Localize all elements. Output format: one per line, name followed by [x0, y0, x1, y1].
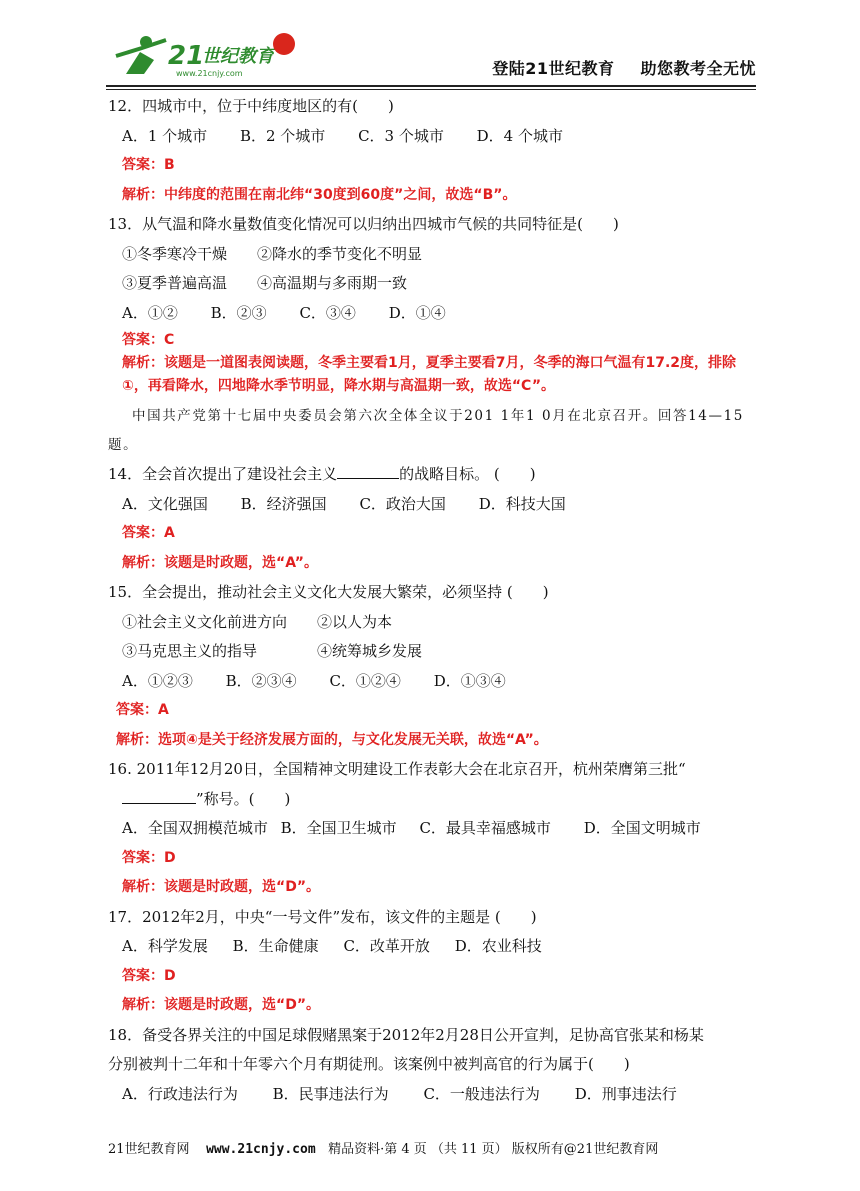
- q18-options: [108, 1080, 758, 1110]
- q13-answer: 答案：C: [122, 332, 175, 348]
- q12-options: [108, 122, 758, 152]
- header-divider: [106, 85, 756, 87]
- q13-option-c: C．③④: [299, 303, 356, 322]
- q13-analysis: 解析：该题是一道图表阅读题，冬季主要看1月，夏季主要看7月，冬季的海口气温有17.2度，排除①，再看降水，四地降水季节明显，降水期与高温期一致，故选“C”。: [122, 355, 737, 394]
- q18-stem: 18．备受各界关注的中国足球假赌黑案于2012年2月28日公开宣判，足协高官张某和杨某: [108, 1025, 704, 1044]
- q16-option-a: A．全国双拥模范城市: [122, 819, 268, 837]
- q14-option-a: A．文化强国: [122, 494, 208, 513]
- q15-item-1: ①社会主义文化前进方向 ②以人为本: [122, 612, 393, 631]
- q12-answer: 答案：B: [122, 157, 175, 173]
- q13-option-b: B．②③: [210, 303, 267, 322]
- q16-stem-2: ”称号。( ): [108, 785, 758, 815]
- q17-options: [108, 932, 758, 962]
- footer-info: 精品资料·第 4 页 （共 11 页） 版权所有@21世纪教育网: [328, 1142, 659, 1157]
- q14-option-d: D．科技大国: [478, 494, 566, 513]
- q12-option-a: A．1 个城市: [122, 126, 208, 145]
- q14-option-b: B．经济强国: [240, 494, 327, 513]
- q17-option-c: C．改革开放: [343, 937, 430, 955]
- q13-item-2: ③夏季普遍高温 ④高温期与多雨期一致: [122, 274, 408, 292]
- svg-text:21: 21: [168, 41, 205, 71]
- q16-blank: [122, 789, 196, 804]
- footer-url[interactable]: www.21cnjy.com: [206, 1142, 316, 1157]
- q18-stem-2: 分别被判十二年和十年零六个月有期徒刑。该案例中被判高官的行为属于( ): [108, 1055, 630, 1073]
- q15-analysis: 解析：选项④是关于经济发展方面的，与文化发展无关联，故选“A”。: [116, 731, 548, 748]
- q14-option-c: C．政治大国: [359, 494, 446, 513]
- q13-stem: 13．从气温和降水量数值变化情况可以归纳出四城市气候的共同特征是( ): [108, 215, 619, 233]
- q14-options: [108, 490, 758, 520]
- q16-stem: 16. 2011年12月20日，全国精神文明建设工作表彰大会在北京召开，杭州荣膺第三批“: [108, 760, 686, 778]
- q18-option-b: B．民事违法行为: [272, 1084, 389, 1103]
- q14-blank: [337, 464, 399, 479]
- logo-url: www.21cnjy.com: [176, 69, 243, 78]
- q15-options: [108, 667, 758, 697]
- q16-option-d: D．全国文明城市: [583, 819, 701, 837]
- q15-option-a: A．①②③: [122, 671, 193, 690]
- q18-option-a: A．行政违法行为: [122, 1084, 238, 1103]
- q14-answer: 答案：A: [122, 525, 175, 541]
- q15-stem: 15．全会提出，推动社会主义文化大发展大繁荣，必须坚持 ( ): [108, 583, 549, 601]
- q18-option-c: C．一般违法行为: [423, 1084, 540, 1103]
- q13-option-d: D．①④: [388, 303, 446, 322]
- q13-option-a: A．①②: [122, 303, 178, 322]
- q12-option-b: B．2 个城市: [239, 126, 326, 145]
- q17-option-b: B．生命健康: [232, 937, 319, 955]
- q12-option-c: C．3 个城市: [358, 126, 444, 145]
- q17-analysis: 解析：该题是时政题，选“D”。: [122, 997, 321, 1013]
- q17-option-d: D．农业科技: [454, 937, 542, 955]
- q17-option-a: A．科学发展: [122, 937, 208, 955]
- q17-stem: 17．2012年2月，中央“一号文件”发布，该文件的主题是 ( ): [108, 907, 537, 926]
- q12-analysis: 解析：中纬度的范围在南北纬“30度到60度”之间，故选“B”。: [122, 186, 517, 203]
- q18-option-d: D．刑事违法行: [574, 1084, 677, 1103]
- site-logo: [106, 22, 306, 82]
- q16-option-c: C．最具幸福感城市: [419, 819, 551, 837]
- document-body: [108, 92, 758, 1109]
- q13-item-1: ①冬季寒冷干燥 ②降水的季节变化不明显: [122, 244, 423, 263]
- page-footer: [108, 1138, 658, 1157]
- q15-option-d: D．①③④: [433, 671, 506, 690]
- q16-options: [108, 814, 758, 844]
- svg-text:世纪教育: 世纪教育: [202, 46, 274, 67]
- q15-option-b: B．②③④: [225, 671, 297, 690]
- header-divider-thin: [106, 89, 756, 90]
- q12-stem: 12．四城市中，位于中纬度地区的有( ): [108, 97, 394, 115]
- q16-answer: 答案：D: [122, 849, 176, 866]
- header-tagline: 登陆21世纪教育 助您教考全无忧: [492, 59, 756, 78]
- q15-option-c: C．①②④: [329, 671, 401, 690]
- q15-answer: 答案：A: [116, 702, 169, 718]
- q15-item-2: ③马克思主义的指导 ④统筹城乡发展: [122, 642, 423, 660]
- q13-options: [108, 299, 758, 329]
- q16-analysis: 解析：该题是时政题，选“D”。: [122, 879, 321, 895]
- q14-analysis: 解析：该题是时政题，选“A”。: [122, 554, 318, 571]
- q14-stem: 14．全会首次提出了建设社会主义 的战略目标。 ( ): [108, 465, 536, 483]
- q17-answer: 答案：D: [122, 967, 176, 984]
- intro-paragraph: 中国共产党第十七届中央委员会第六次全体全议于201 1年1 0月在北京召开。回答14—15题。: [108, 408, 744, 453]
- footer-site: 21世纪教育网: [108, 1142, 190, 1157]
- page-header: [106, 22, 756, 86]
- q16-option-b: B．全国卫生城市: [280, 819, 397, 837]
- q12-option-d: D．4 个城市: [476, 126, 563, 145]
